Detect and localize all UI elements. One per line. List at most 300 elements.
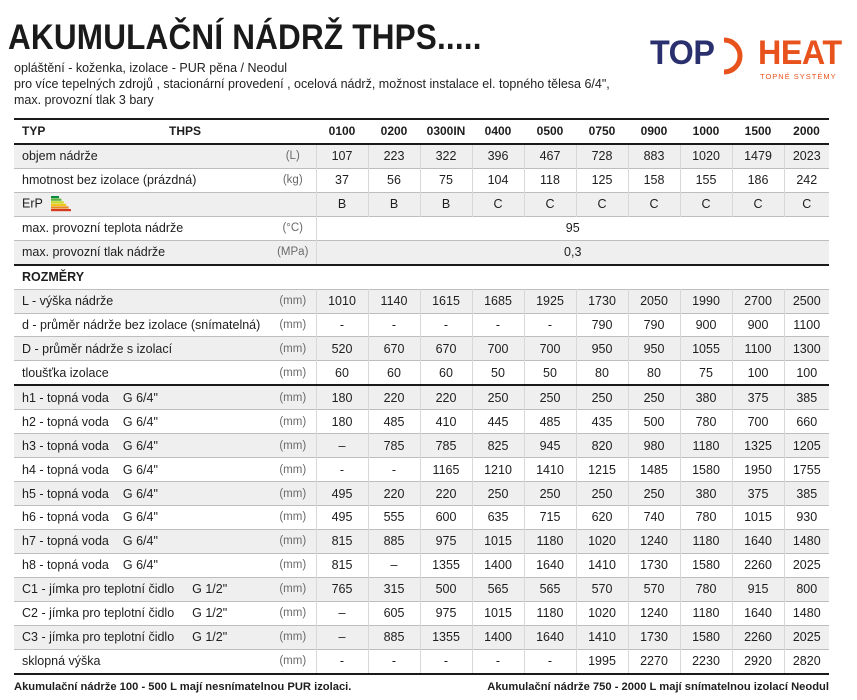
value-cell: 50	[472, 361, 524, 385]
row-label-cell	[14, 289, 270, 313]
value-cell: 1240	[628, 529, 680, 553]
model-header: 1000	[692, 124, 720, 139]
value-cell: 1100	[784, 313, 829, 337]
value-cell: B	[368, 192, 420, 216]
value-cell: 2050	[628, 289, 680, 313]
row-label-cell	[14, 192, 270, 216]
row-label-cell	[14, 482, 270, 506]
value-cell: 1410	[576, 553, 628, 577]
value-cell: 100	[784, 361, 829, 385]
row-label-cell	[14, 168, 270, 192]
value-cell: 1925	[524, 289, 576, 313]
row-label-cell	[14, 649, 270, 673]
unit-cell: (L)	[270, 144, 316, 168]
logo-tagline: TOPNÉ SYSTÉMY	[760, 72, 837, 81]
connection-size: G 6/4"	[122, 414, 158, 429]
value-cell: 500	[420, 577, 472, 601]
table-row-d	[14, 313, 829, 337]
value-cell: 186	[732, 168, 784, 192]
model-header: 2000	[793, 124, 820, 139]
table-row-h8	[14, 553, 829, 577]
unit-cell: (mm)	[270, 337, 316, 361]
value-cell: 104	[472, 168, 524, 192]
unit-cell: (kg)	[282, 174, 303, 187]
value-cell: 820	[576, 434, 628, 458]
value-cell: 2500	[784, 289, 829, 313]
row-label-cell	[14, 410, 270, 434]
value-cell: B	[420, 192, 472, 216]
model-header: 0500	[536, 124, 564, 139]
value-cell: 555	[368, 506, 420, 530]
value-cell: 2260	[732, 625, 784, 649]
value-cell: 1355	[420, 553, 472, 577]
value-cell: 1020	[680, 144, 732, 168]
row-label: C2 - jímka pro teplotní čidlo	[22, 606, 175, 621]
value-cell: 715	[524, 506, 576, 530]
value-cell: 1480	[784, 529, 829, 553]
unit-cell: (MPa)	[270, 240, 316, 264]
row-label: hmotnost bez izolace (prázdná)	[22, 173, 197, 188]
value-cell: 728	[576, 144, 628, 168]
value-cell: 2023	[784, 144, 829, 168]
value-cell: 950	[628, 337, 680, 361]
table-header-row	[14, 119, 829, 144]
value-cell: 975	[420, 529, 472, 553]
value-cell: 620	[576, 506, 628, 530]
row-label-cell	[14, 385, 270, 409]
value-cell: 1300	[784, 337, 829, 361]
value-cell: C	[732, 192, 784, 216]
value-cell: 1755	[784, 458, 829, 482]
value-cell: –	[316, 625, 368, 649]
footer-note-left: Akumulační nádrže 100 - 500 L mají nesnímatelnou PUR izolaci.	[14, 681, 352, 693]
value-cell: 1215	[576, 458, 628, 482]
connection-size: G 6/4"	[122, 510, 158, 525]
value-cell: 485	[368, 410, 420, 434]
value-cell: 2025	[784, 553, 829, 577]
table-row-erp	[14, 192, 829, 216]
type-header: TYP	[22, 124, 46, 139]
value-cell: 1010	[316, 289, 368, 313]
row-label: tloušťka izolace	[22, 365, 109, 380]
value-cell: 2025	[784, 625, 829, 649]
value-cell: 670	[420, 337, 472, 361]
row-label-cell	[14, 506, 270, 530]
value-cell: 1580	[680, 458, 732, 482]
value-cell: 930	[784, 506, 829, 530]
value-cell: 100	[732, 361, 784, 385]
value-cell: 60	[316, 361, 368, 385]
table-row-h7	[14, 529, 829, 553]
value-cell: 780	[680, 410, 732, 434]
unit-cell: (mm)	[279, 318, 307, 331]
value-cell: 915	[732, 577, 784, 601]
value-cell: 220	[368, 385, 420, 409]
table-row-sklopna	[14, 649, 829, 673]
value-cell: 1950	[732, 458, 784, 482]
value-cell: 322	[420, 144, 472, 168]
value-cell: 250	[524, 385, 576, 409]
table-row-h2	[14, 410, 829, 434]
unit-cell: (mm)	[279, 607, 307, 620]
row-label-cell	[14, 144, 270, 168]
row-label: h2 - topná voda	[22, 414, 109, 429]
value-cell: 220	[420, 482, 472, 506]
value-cell: 158	[628, 168, 680, 192]
value-cell: -	[524, 649, 576, 673]
logo-top-text: TOP	[650, 34, 715, 72]
table-row-tloustka	[14, 361, 829, 385]
value-cell: -	[368, 649, 420, 673]
value-cell: 1479	[732, 144, 784, 168]
value-cell: 155	[680, 168, 732, 192]
value-cell: 250	[576, 482, 628, 506]
subtitle	[14, 60, 610, 108]
value-cell: 380	[680, 385, 732, 409]
page-title: AKUMULAČNÍ NÁDRŽ THPS.....	[8, 18, 482, 57]
table-row-h1	[14, 385, 829, 409]
value-cell: 250	[472, 482, 524, 506]
value-cell: 1640	[524, 553, 576, 577]
unit-cell: (mm)	[270, 625, 316, 649]
value-cell: 1730	[628, 625, 680, 649]
table-row-c3	[14, 625, 829, 649]
value-cell: 1055	[680, 337, 732, 361]
value-cell: 500	[628, 410, 680, 434]
value-cell: 2230	[680, 649, 732, 673]
row-label-cell	[14, 337, 270, 361]
merged-value: 95	[316, 216, 829, 240]
value-cell: 180	[316, 385, 368, 409]
series-header: THPS	[169, 124, 202, 139]
value-cell: 315	[368, 577, 420, 601]
value-cell: C	[576, 192, 628, 216]
value-cell: -	[316, 313, 368, 337]
value-cell: 435	[576, 410, 628, 434]
table-row-D	[14, 337, 829, 361]
value-cell: 385	[784, 482, 829, 506]
value-cell: 660	[784, 410, 829, 434]
value-cell: 565	[472, 577, 524, 601]
value-cell: 220	[420, 385, 472, 409]
value-cell: 883	[628, 144, 680, 168]
value-cell: 60	[368, 361, 420, 385]
model-header: 0200	[380, 124, 408, 139]
type-header-cell	[14, 119, 270, 144]
value-cell: 740	[628, 506, 680, 530]
value-cell: 635	[472, 506, 524, 530]
row-label: max. provozní teplota nádrže	[22, 221, 184, 236]
row-label-cell	[14, 458, 270, 482]
unit-cell: (mm)	[270, 577, 316, 601]
value-cell: 410	[420, 410, 472, 434]
value-cell: 242	[784, 168, 829, 192]
value-cell: 1400	[472, 625, 524, 649]
value-cell: 1015	[472, 601, 524, 625]
value-cell: 2700	[732, 289, 784, 313]
unit-cell: (mm)	[270, 434, 316, 458]
row-label-cell	[14, 601, 270, 625]
value-cell: 1480	[784, 601, 829, 625]
value-cell: 75	[420, 168, 472, 192]
value-cell: -	[420, 649, 472, 673]
table-row-h4	[14, 458, 829, 482]
logo-heat-text: HEAT	[758, 34, 842, 72]
value-cell: 790	[576, 313, 628, 337]
value-cell: C	[784, 192, 829, 216]
row-label-cell	[14, 313, 270, 337]
value-cell: 75	[680, 361, 732, 385]
row-label: h6 - topná voda	[22, 510, 109, 525]
unit-cell: (mm)	[270, 289, 316, 313]
value-cell: 375	[732, 482, 784, 506]
value-cell: 815	[316, 553, 368, 577]
unit-cell: (mm)	[279, 655, 307, 668]
value-cell: 1180	[680, 434, 732, 458]
table-row-h3	[14, 434, 829, 458]
table-row-c1	[14, 577, 829, 601]
connection-size: G 6/4"	[122, 462, 158, 477]
value-cell: 1355	[420, 625, 472, 649]
value-cell: 885	[368, 529, 420, 553]
connection-size: G 6/4"	[122, 486, 158, 501]
value-cell: 485	[524, 410, 576, 434]
row-label: sklopná výška	[22, 654, 101, 669]
value-cell: 825	[472, 434, 524, 458]
value-cell: 1240	[628, 601, 680, 625]
connection-size: G 6/4"	[122, 534, 158, 549]
value-cell: 605	[368, 601, 420, 625]
value-cell: –	[316, 434, 368, 458]
row-label: objem nádrže	[22, 149, 98, 164]
value-cell: C	[680, 192, 732, 216]
value-cell: 250	[628, 482, 680, 506]
spec-table	[14, 118, 829, 675]
value-cell: 520	[316, 337, 368, 361]
value-cell: 1210	[472, 458, 524, 482]
value-cell: 1580	[680, 625, 732, 649]
value-cell: 1020	[576, 529, 628, 553]
value-cell: 1325	[732, 434, 784, 458]
value-cell: 250	[628, 385, 680, 409]
value-cell: 700	[472, 337, 524, 361]
value-cell: 2270	[628, 649, 680, 673]
value-cell: 107	[316, 144, 368, 168]
value-cell: 1400	[472, 553, 524, 577]
subtitle-line: max. provozní tlak 3 bary	[14, 93, 154, 107]
value-cell: 1015	[472, 529, 524, 553]
value-cell: 1180	[680, 601, 732, 625]
row-label: C3 - jímka pro teplotní čidlo	[22, 630, 175, 645]
value-cell: 600	[420, 506, 472, 530]
value-cell: 375	[732, 385, 784, 409]
row-label-cell	[14, 577, 270, 601]
topheat-logo	[650, 34, 840, 89]
row-label-cell	[14, 434, 270, 458]
value-cell: 385	[784, 385, 829, 409]
row-label: h1 - topná voda	[22, 390, 109, 405]
value-cell: 670	[368, 337, 420, 361]
unit-cell: (mm)	[279, 463, 307, 476]
value-cell: 56	[368, 168, 420, 192]
unit-cell: (mm)	[279, 415, 307, 428]
connection-size: G 6/4"	[122, 438, 158, 453]
value-cell: 223	[368, 144, 420, 168]
value-cell: -	[524, 313, 576, 337]
value-cell: 790	[628, 313, 680, 337]
value-cell: 1640	[732, 529, 784, 553]
row-label: h3 - topná voda	[22, 438, 109, 453]
value-cell: C	[472, 192, 524, 216]
table-row-tlak	[14, 240, 829, 264]
value-cell: 396	[472, 144, 524, 168]
value-cell: 1730	[628, 553, 680, 577]
value-cell: 945	[524, 434, 576, 458]
table-row-hmotnost	[14, 168, 829, 192]
value-cell: 1180	[524, 529, 576, 553]
row-label: L - výška nádrže	[22, 294, 114, 309]
value-cell: C	[628, 192, 680, 216]
value-cell: 1730	[576, 289, 628, 313]
value-cell: 1640	[732, 601, 784, 625]
value-cell: -	[316, 458, 368, 482]
value-cell: 900	[732, 313, 784, 337]
model-header: 0300IN	[426, 124, 466, 139]
value-cell: 1180	[524, 601, 576, 625]
connection-size: G 1/2"	[192, 630, 228, 645]
value-cell: 950	[576, 337, 628, 361]
row-label: h4 - topná voda	[22, 462, 109, 477]
footer-note-right: Akumulační nádrže 750 - 2000 L mají snímatelnou izolací Neodul	[487, 681, 829, 693]
value-cell: 785	[368, 434, 420, 458]
row-label-cell	[14, 240, 270, 264]
model-header: 0750	[588, 124, 616, 139]
row-label-cell	[14, 361, 270, 385]
model-header: 1500	[744, 124, 772, 139]
row-label: h8 - topná voda	[22, 558, 109, 573]
value-cell: 495	[316, 506, 368, 530]
value-cell: 250	[472, 385, 524, 409]
value-cell: 80	[628, 361, 680, 385]
value-cell: 60	[420, 361, 472, 385]
value-cell: –	[316, 601, 368, 625]
table-row-h5	[14, 482, 829, 506]
value-cell: 1410	[576, 625, 628, 649]
model-header: 0400	[484, 124, 512, 139]
value-cell: 980	[628, 434, 680, 458]
row-label-cell	[14, 625, 270, 649]
value-cell: 118	[524, 168, 576, 192]
connection-size: G 6/4"	[122, 558, 158, 573]
unit-cell: (mm)	[279, 559, 307, 572]
value-cell: 800	[784, 577, 829, 601]
erp-energy-label-icon	[51, 196, 73, 212]
value-cell: 975	[420, 601, 472, 625]
value-cell: 250	[576, 385, 628, 409]
value-cell: 765	[316, 577, 368, 601]
value-cell: 1180	[680, 529, 732, 553]
unit-cell: (°C)	[282, 222, 304, 235]
value-cell: 1165	[420, 458, 472, 482]
table-row-c2	[14, 601, 829, 625]
model-header: 0100	[328, 124, 356, 139]
value-cell: 380	[680, 482, 732, 506]
table-row-objem	[14, 144, 829, 168]
value-cell: 900	[680, 313, 732, 337]
unit-cell	[270, 192, 316, 216]
value-cell: C	[524, 192, 576, 216]
value-cell: 1015	[732, 506, 784, 530]
table-row-teplota	[14, 216, 829, 240]
value-cell: 2920	[732, 649, 784, 673]
table-row-L	[14, 289, 829, 313]
value-cell: 220	[368, 482, 420, 506]
row-label: h5 - topná voda	[22, 486, 109, 501]
value-cell: 125	[576, 168, 628, 192]
value-cell: 1205	[784, 434, 829, 458]
value-cell: -	[472, 313, 524, 337]
unit-header	[270, 119, 316, 144]
value-cell: 565	[524, 577, 576, 601]
unit-cell: (mm)	[270, 482, 316, 506]
section-title: ROZMĚRY	[22, 270, 85, 285]
value-cell: -	[368, 313, 420, 337]
value-cell: 1020	[576, 601, 628, 625]
row-label-cell	[14, 553, 270, 577]
value-cell: 2260	[732, 553, 784, 577]
subtitle-line: opláštění - koženka, izolace - PUR pěna / Neodul	[14, 61, 288, 75]
value-cell: 815	[316, 529, 368, 553]
row-label: D - průměr nádrže s izolací	[22, 341, 173, 356]
value-cell: 180	[316, 410, 368, 434]
row-label: C1 - jímka pro teplotní čidlo	[22, 582, 175, 597]
value-cell: 1640	[524, 625, 576, 649]
unit-cell: (mm)	[279, 511, 307, 524]
value-cell: –	[368, 553, 420, 577]
value-cell: 700	[524, 337, 576, 361]
value-cell: 1995	[576, 649, 628, 673]
connection-size: G 1/2"	[192, 606, 228, 621]
row-label-cell	[14, 216, 270, 240]
value-cell: 250	[524, 482, 576, 506]
row-label-cell	[14, 529, 270, 553]
value-cell: 1990	[680, 289, 732, 313]
value-cell: 780	[680, 506, 732, 530]
value-cell: -	[368, 458, 420, 482]
value-cell: 785	[420, 434, 472, 458]
value-cell: 445	[472, 410, 524, 434]
value-cell: 1410	[524, 458, 576, 482]
value-cell: 700	[732, 410, 784, 434]
merged-value: 0,3	[316, 240, 829, 264]
value-cell: -	[316, 649, 368, 673]
value-cell: 37	[316, 168, 368, 192]
logo-bracket-icon	[718, 36, 752, 76]
value-cell: 1615	[420, 289, 472, 313]
value-cell: 80	[576, 361, 628, 385]
row-label: max. provozní tlak nádrže	[22, 245, 166, 260]
value-cell: 495	[316, 482, 368, 506]
value-cell: -	[472, 649, 524, 673]
table-row-rozmery	[14, 265, 829, 289]
value-cell: 50	[524, 361, 576, 385]
value-cell: 885	[368, 625, 420, 649]
connection-size: G 6/4"	[122, 390, 158, 405]
value-cell: 2820	[784, 649, 829, 673]
value-cell: -	[420, 313, 472, 337]
model-header: 0900	[640, 124, 668, 139]
subtitle-line: pro více tepelných zdrojů , stacionární provedení , ocelová nádrž, možnost instalace el. topného tělesa 6/4",	[14, 77, 610, 91]
